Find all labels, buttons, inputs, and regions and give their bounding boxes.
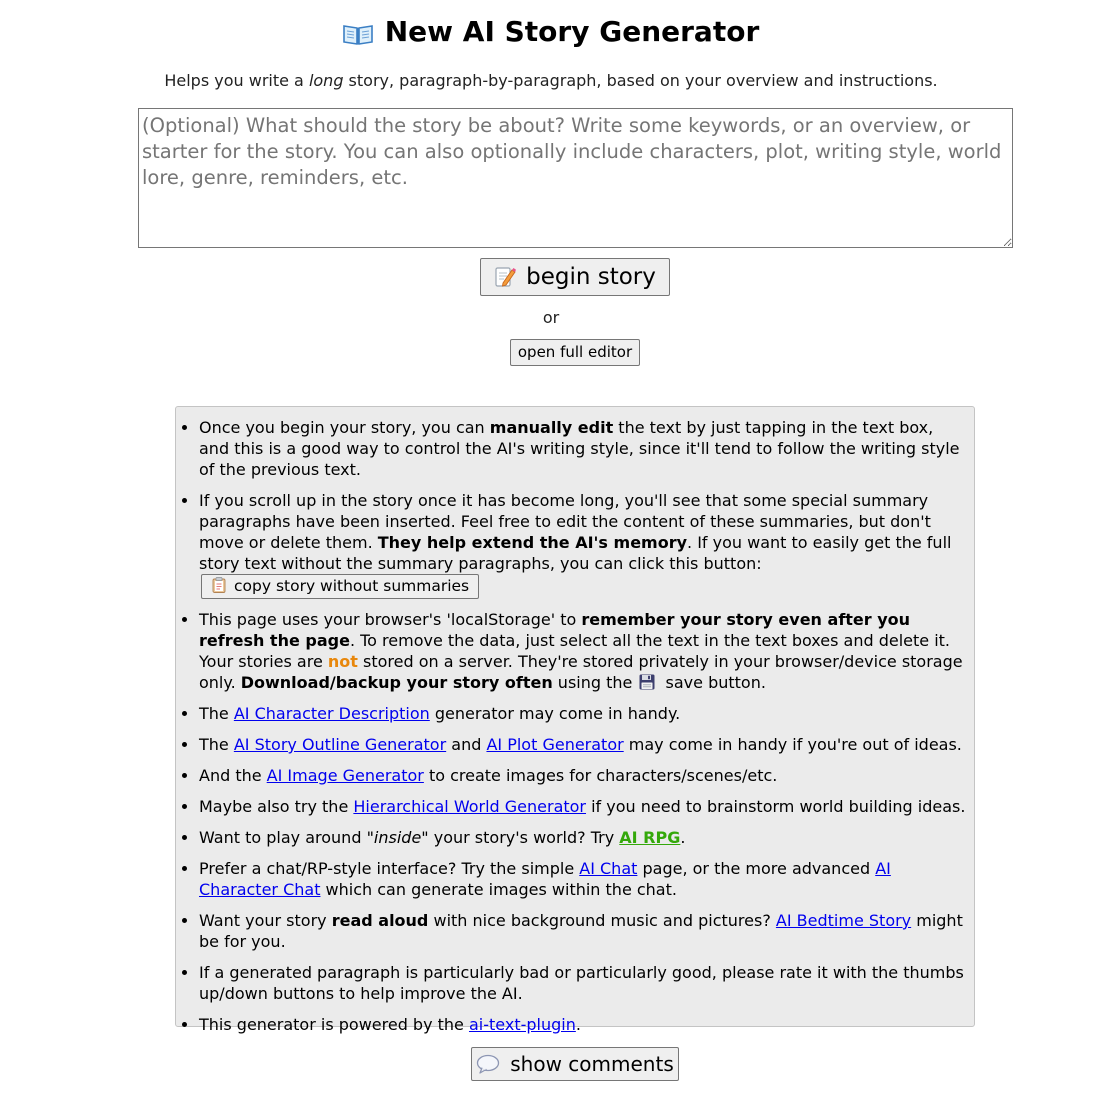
ai-rpg-link[interactable]: AI RPG	[619, 828, 681, 847]
tip-summary-paragraphs: • If you scroll up in the story once it has become long, you'll see that some special summary paragraphs have been inserted. Feel free to edit the content of these summaries, but don't move or delete them. They help extend the AI's memory. If you want to easily get the full story text without the summary paragraphs, you can click this button: copy story without summaries	[199, 490, 968, 599]
copy-without-summaries-button[interactable]	[201, 574, 479, 599]
subtitle-text-start: Helps you write a	[164, 71, 309, 90]
page-title-text: New AI Story Generator	[384, 15, 760, 48]
clipboard-icon	[212, 577, 226, 593]
ai-character-description-link[interactable]: AI Character Description	[233, 704, 430, 723]
tips-list	[176, 407, 974, 1035]
tips-panel	[175, 406, 975, 1034]
open-book-icon	[343, 16, 373, 38]
show-comments-button[interactable]	[471, 1047, 679, 1081]
ai-character-chat-link[interactable]: AI Character Chat	[199, 859, 891, 899]
speech-bubble-icon	[476, 1051, 500, 1071]
page-title	[0, 12, 1102, 52]
ai-chat-link[interactable]: AI Chat	[579, 859, 638, 878]
begin-story-label: begin story	[526, 264, 656, 290]
copy-without-summaries-label: copy story without summaries	[234, 577, 470, 595]
memo-pencil-icon	[494, 263, 516, 287]
ai-bedtime-story-link[interactable]: AI Bedtime Story	[775, 911, 912, 930]
tip-world-generator: • Maybe also try the Hierarchical World Generator if you need to brainstorm world building ideas.	[199, 796, 968, 817]
tip-rate-paragraphs: • If a generated paragraph is particularly bad or particularly good, please rate it with the thumbs up/down buttons to help improve the AI.	[199, 962, 968, 1004]
tip-manual-edit: • Once you begin your story, you can manually edit the text by just tapping in the text box, and this is a good way to control the AI's writing style, since it'll tend to follow the writing style of the previous text.	[199, 417, 968, 480]
tip-outline-plot: • The AI Story Outline Generator and AI Plot Generator may come in handy if you're out of ideas.	[199, 734, 968, 755]
tip-image-generator: • And the AI Image Generator to create images for characters/scenes/etc.	[199, 765, 968, 786]
page-subtitle	[0, 70, 1102, 92]
subtitle-emphasis: long	[308, 71, 344, 90]
tip-chat: • Prefer a chat/RP-style interface? Try the simple AI Chat page, or the more advanced AI Character Chat which can generate images within the chat.	[199, 858, 968, 900]
not-highlight: not	[327, 652, 358, 671]
ai-text-plugin-link[interactable]: ai-text-plugin	[468, 1015, 576, 1034]
show-comments-label: show comments	[510, 1052, 674, 1076]
story-overview-input[interactable]	[138, 108, 1013, 248]
subtitle-text-end: story, paragraph-by-paragraph, based on your overview and instructions.	[343, 71, 938, 90]
ai-image-generator-link[interactable]: AI Image Generator	[266, 766, 424, 785]
begin-story-button[interactable]	[480, 258, 670, 296]
tip-local-storage: • This page uses your browser's 'localStorage' to remember your story even after you refresh the page. To remove the data, just select all the text in the text boxes and delete it. Your stories are not stored on a server. They're stored privately in your browser/device storage only. Download/backup your story often using the save button.	[199, 609, 968, 693]
tip-character-description: • The AI Character Description generator may come in handy.	[199, 703, 968, 724]
floppy-disk-icon	[639, 674, 655, 690]
tip-powered-by: • This generator is powered by the ai-text-plugin.	[199, 1014, 968, 1035]
ai-plot-generator-link[interactable]: AI Plot Generator	[486, 735, 624, 754]
hierarchical-world-generator-link[interactable]: Hierarchical World Generator	[353, 797, 587, 816]
ai-story-outline-link[interactable]: AI Story Outline Generator	[233, 735, 447, 754]
tip-ai-rpg: • Want to play around "inside" your story's world? Try AI RPG.	[199, 827, 968, 848]
tip-read-aloud: • Want your story read aloud with nice background music and pictures? AI Bedtime Story might be for you.	[199, 910, 968, 952]
open-full-editor-button[interactable]: open full editor	[510, 339, 640, 366]
or-separator: or	[542, 308, 560, 327]
